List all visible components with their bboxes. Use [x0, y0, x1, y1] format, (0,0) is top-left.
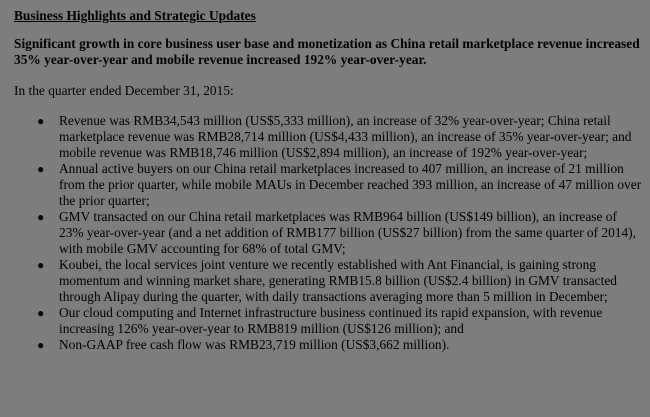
section-heading: Business Highlights and Strategic Updates: [14, 8, 256, 23]
list-item-text: Our cloud computing and Internet infrastructure business continued its rapid expansion, with revenue increasing 126% year-over-year to RMB819 million (US$126 million); and: [59, 305, 603, 336]
list-item-text: Koubei, the local services joint venture we recently established with Ant Financial, is gaining strong momentum and winning market share, generating RMB15.8 billion (US$2.4 billion) in GMV transacted through Alipay during the quarter, with daily transactions averaging more than 5 million in December;: [59, 257, 617, 304]
list-item-text: Non-GAAP free cash flow was RMB23,719 million (US$3,662 million).: [59, 337, 450, 352]
intro-line: In the quarter ended December 31, 2015:: [14, 83, 234, 98]
list-item-text: Revenue was RMB34,543 million (US$5,333 million), an increase of 32% year-over-year; China retail marketplace revenue was RMB28,714 million (US$4,433 million), an increase of 35% year-over-year; and mobile revenue was RMB18,746 million (US$2,894 million), an increase of 192% year-over-year;: [59, 113, 632, 160]
summary-paragraph: Significant growth in core business user base and monetization as China retail marketplace revenue increased 35% year-over-year and mobile revenue increased 192% year-over-year.: [14, 36, 640, 67]
list-item: [14, 161, 644, 209]
list-item: [14, 337, 644, 353]
highlights-list: [14, 113, 644, 353]
list-item: [14, 113, 644, 161]
bullet-icon: ●: [37, 258, 45, 272]
list-item-text: Annual active buyers on our China retail marketplaces increased to 407 million, an increase of 21 million from the prior quarter, while mobile MAUs in December reached 393 million, an increase of 47 million over the prior quarter;: [59, 161, 642, 208]
bullet-icon: ●: [37, 162, 45, 176]
bullet-icon: ●: [37, 210, 45, 224]
list-item: [14, 209, 644, 257]
bullet-icon: ●: [37, 114, 45, 128]
bullet-icon: ●: [37, 306, 45, 320]
list-item: [14, 305, 644, 337]
list-item-text: GMV transacted on our China retail marketplaces was RMB964 billion (US$149 billion), an increase of 23% year-over-year (and a net addition of RMB177 billion (US$27 billion) from the same quarter of 2014), with mobile GMV accounting for 68% of total GMV;: [59, 209, 636, 256]
bullet-icon: ●: [37, 338, 45, 352]
list-item: [14, 257, 644, 305]
